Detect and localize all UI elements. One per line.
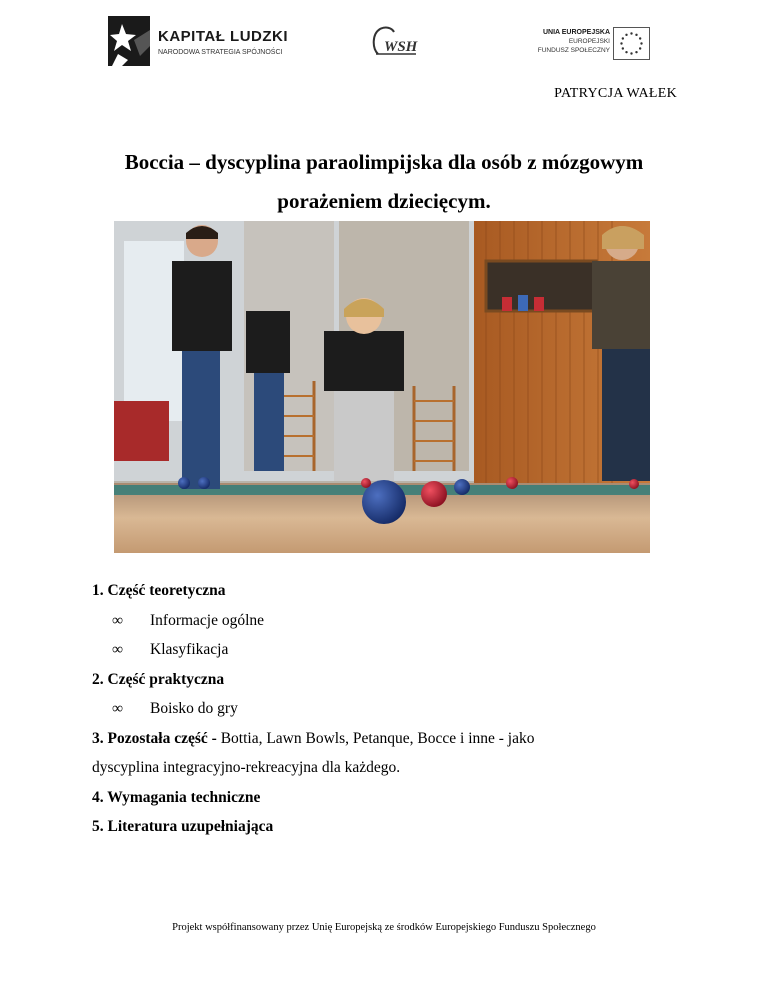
eu-logo-text: [522, 28, 610, 55]
boccia-photo: [114, 221, 650, 553]
toc-bullet-item: Informacje ogólne: [150, 611, 265, 629]
toc-bullet-item: Klasyfikacja: [150, 641, 229, 658]
eu-star-icon: [639, 47, 641, 49]
eu-star-icon: [622, 47, 624, 49]
eu-star-icon: [630, 52, 632, 54]
author-name: PATRYCJA WAŁEK: [554, 86, 677, 101]
toc-mixed-text: Bottia, Lawn Bowls, Petanque, Bocce i inne - jako: [216, 729, 535, 747]
toc-heading: 4. Wymagania techniczne: [92, 788, 261, 806]
eu-star-icon: [620, 42, 622, 44]
wsh-logo-icon: [370, 24, 426, 60]
eu-line-2: EUROPEJSKI: [568, 38, 610, 45]
infinity-bullet-icon: ∞: [112, 700, 124, 717]
eu-star-icon: [625, 51, 627, 53]
infinity-bullet-icon: ∞: [112, 641, 124, 658]
eu-star-icon: [635, 51, 637, 53]
infinity-bullet-icon: ∞: [112, 611, 124, 629]
eu-star-icon: [635, 34, 637, 36]
eu-line-3: FUNDUSZ SPOŁECZNY: [537, 47, 610, 54]
eu-star-icon: [640, 42, 642, 44]
toc-bullet-item: Boisko do gry: [150, 700, 238, 717]
toc-mixed-continuation: dyscyplina integracyjno-rekreacyjna dla każdego.: [92, 759, 401, 776]
toc-heading: 5. Literatura uzupełniająca: [92, 818, 274, 835]
toc-mixed-heading: 3. Pozostała część -: [92, 729, 217, 747]
eu-star-icon: [625, 34, 627, 36]
kapital-ludzki-logo: [108, 16, 288, 68]
page-footer: Projekt współfinansowany przez Unię Europejską ze środków Europejskiego Funduszu Społecznego: [172, 922, 596, 933]
eu-star-icon: [630, 32, 632, 34]
eu-line-1: UNIA EUROPEJSKA: [542, 29, 610, 36]
wsh-logo-text: WSH: [384, 39, 418, 55]
page-title: Boccia – dyscyplina paraolimpijska dla osób z mózgowym porażeniem dziecięcym.: [124, 150, 644, 213]
kapital-ludzki-emblem-icon: [108, 16, 150, 66]
eu-star-icon: [622, 37, 624, 39]
kapital-ludzki-title: KAPITAŁ LUDZKI: [158, 28, 289, 45]
toc-mixed-item: [92, 730, 535, 748]
eu-star-icon: [639, 37, 641, 39]
kapital-ludzki-subtitle: NARODOWA STRATEGIA SPÓJNOŚCI: [158, 49, 283, 56]
toc-heading: 2. Część praktyczna: [92, 670, 225, 688]
eu-flag-icon: [613, 27, 650, 60]
toc-heading: 1. Część teoretyczna: [92, 582, 226, 599]
